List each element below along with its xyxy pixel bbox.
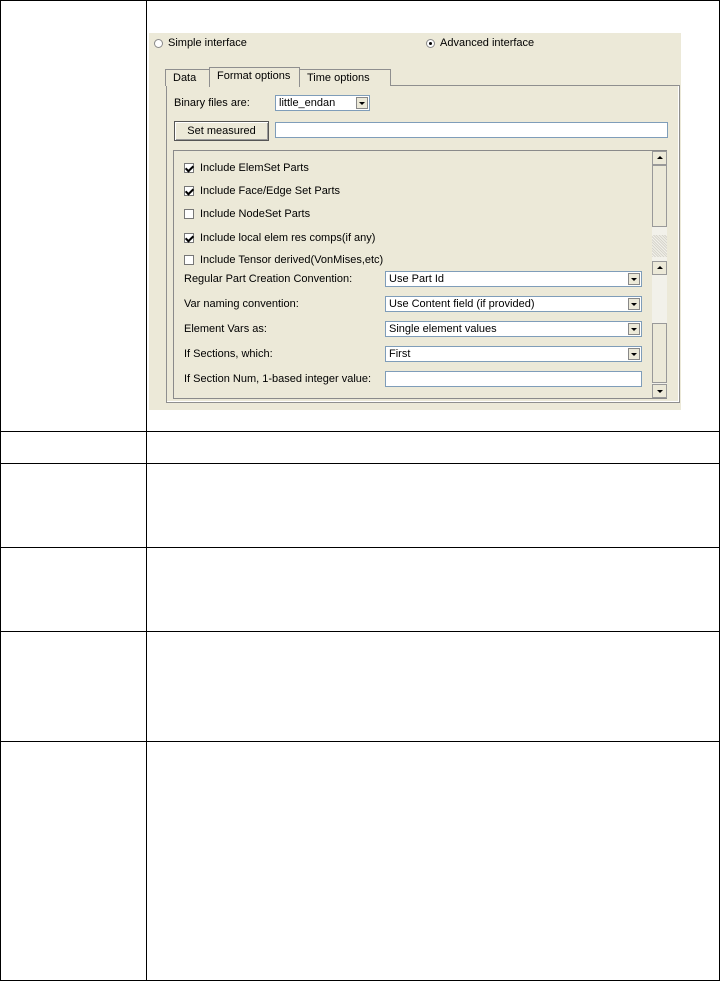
simple-interface-label: Simple interface <box>168 37 247 49</box>
scroll-up-icon[interactable] <box>652 151 667 165</box>
tab-time-options[interactable]: Time options <box>299 69 391 86</box>
set-measured-input[interactable] <box>275 122 668 138</box>
checkbox-unchecked-icon[interactable] <box>184 255 194 265</box>
reader-options-dialog <box>149 33 681 410</box>
section-num-label: If Section Num, 1-based integer value: <box>184 373 372 385</box>
table-row <box>0 0 720 1</box>
if-sections-which-label: If Sections, which: <box>184 348 273 360</box>
tab-format-options[interactable]: Format options <box>209 67 300 87</box>
scroll-track[interactable] <box>652 235 667 257</box>
section-num-input[interactable] <box>385 371 642 387</box>
table-border-right <box>719 0 720 981</box>
chevron-down-icon[interactable] <box>628 298 640 310</box>
include-local-elem-res-comps-checkbox[interactable]: Include local elem res comps(if any) <box>184 231 375 245</box>
chevron-down-icon[interactable] <box>628 348 640 360</box>
table-row <box>0 980 720 981</box>
var-naming-convention-select[interactable]: Use Content field (if provided) <box>385 296 642 312</box>
element-vars-label: Element Vars as: <box>184 323 267 335</box>
include-elemset-parts-checkbox[interactable]: Include ElemSet Parts <box>184 161 309 175</box>
scroll-thumb[interactable] <box>652 165 667 227</box>
chevron-down-icon[interactable] <box>628 273 640 285</box>
scroll-up-icon[interactable] <box>652 261 667 275</box>
tab-data[interactable]: Data <box>165 69 210 86</box>
table-row <box>0 463 720 464</box>
radio-advanced-icon[interactable] <box>426 39 435 48</box>
scroll-down-icon[interactable] <box>652 384 667 398</box>
var-naming-convention-label: Var naming convention: <box>184 298 299 310</box>
table-row <box>0 431 720 432</box>
simple-interface-option[interactable] <box>154 36 247 50</box>
table-row <box>0 547 720 548</box>
include-tensor-derived-checkbox[interactable]: Include Tensor derived(VonMises,etc) <box>184 253 383 267</box>
checkbox-checked-icon[interactable] <box>184 186 194 196</box>
element-vars-select[interactable]: Single element values <box>385 321 642 337</box>
if-sections-which-select[interactable]: First <box>385 346 642 362</box>
radio-simple-icon[interactable] <box>154 39 163 48</box>
part-creation-convention-select[interactable]: Use Part Id <box>385 271 642 287</box>
advanced-interface-option[interactable] <box>426 36 534 50</box>
include-face-edge-set-parts-checkbox[interactable]: Include Face/Edge Set Parts <box>184 184 340 198</box>
include-nodeset-parts-checkbox[interactable]: Include NodeSet Parts <box>184 207 310 221</box>
checkbox-checked-icon[interactable] <box>184 163 194 173</box>
chevron-down-icon[interactable] <box>356 97 368 109</box>
set-measured-button[interactable]: Set measured <box>174 121 269 141</box>
table-border-left <box>0 0 1 981</box>
advanced-interface-label: Advanced interface <box>440 37 535 49</box>
table-row <box>0 631 720 632</box>
checkbox-checked-icon[interactable] <box>184 233 194 243</box>
chevron-down-icon[interactable] <box>628 323 640 335</box>
table-column-divider <box>146 0 147 981</box>
options-scrollbar[interactable] <box>652 151 667 398</box>
checkbox-unchecked-icon[interactable] <box>184 209 194 219</box>
scroll-thumb[interactable] <box>652 323 667 383</box>
part-creation-convention-label: Regular Part Creation Convention: <box>184 273 353 285</box>
binary-files-label: Binary files are: <box>174 97 250 109</box>
binary-files-select[interactable]: little_endan <box>275 95 370 111</box>
table-row <box>0 741 720 742</box>
